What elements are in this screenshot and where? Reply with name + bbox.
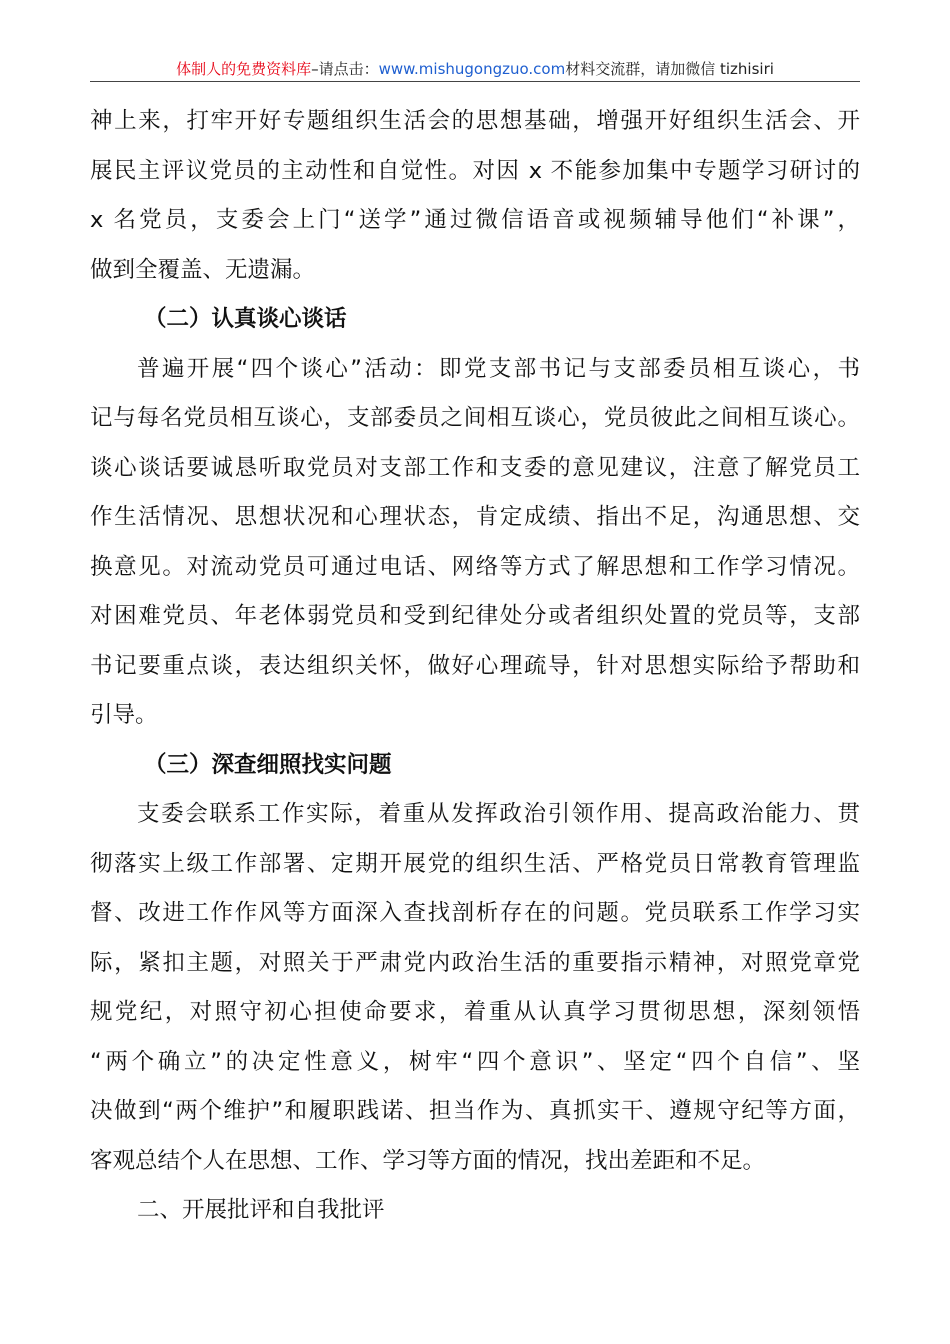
section-heading-3: （三）深查细照找实问题	[144, 751, 392, 778]
text-line: 作生活情况、思想状况和心理状态，肯定成绩、指出不足，沟通思想、交	[90, 504, 860, 530]
text-line: 际，紧扣主题，对照关于严肃党内政治生活的重要指示精神，对照党章党	[90, 949, 860, 976]
header-suffix: 材料交流群，请加微信 tizhisiri	[565, 60, 774, 78]
text-line: 决做到“两个维护”和履职践诺、担当作为、真抓实干、遵规守纪等方面，	[90, 1098, 860, 1124]
text-line: 彻落实上级工作部署、定期开展党的组织生活、严格党员日常教育管理监	[90, 850, 860, 877]
section-heading-two: 二、开展批评和自我批评	[137, 1197, 385, 1223]
text-line: “两个确立”的决定性意义，树牢“四个意识”、坚定“四个自信”、坚	[90, 1048, 860, 1075]
header-url-link[interactable]: www.mishugongzuo.com	[378, 60, 566, 78]
text-line: 做到全覆盖、无遗漏。	[90, 256, 316, 283]
text-line: 换意见。对流动党员可通过电话、网络等方式了解思想和工作学习情况。	[90, 553, 860, 580]
text-line: 记与每名党员相互谈心，支部委员之间相互谈心，党员彼此之间相互谈心。	[90, 405, 860, 431]
text-line: 神上来，打牢开好专题组织生活会的思想基础，增强开好组织生活会、开	[90, 108, 860, 134]
text-line: 规党纪，对照守初心担使命要求，着重从认真学习贯彻思想，深刻领悟	[90, 999, 860, 1025]
header-prompt: –请点击：	[311, 60, 379, 78]
text-line: 支委会联系工作实际，着重从发挥政治引领作用、提高政治能力、贯	[137, 801, 860, 827]
header-divider	[90, 81, 860, 82]
text-line: x 名党员，支委会上门“送学”通过微信语音或视频辅导他们“补课”，	[90, 207, 860, 233]
text-line: 引导。	[90, 702, 158, 728]
text-line: 对困难党员、年老体弱党员和受到纪律处分或者组织处置的党员等，支部	[90, 603, 860, 629]
header-brand: 体制人的免费资料库	[176, 60, 312, 78]
page-header	[90, 56, 860, 82]
section-2-paragraph	[90, 345, 860, 741]
paragraph-1	[90, 97, 860, 295]
text-line: 普遍开展“四个谈心”活动：即党支部书记与支部委员相互谈心，书	[137, 355, 860, 382]
text-line: 客观总结个人在思想、工作、学习等方面的情况，找出差距和不足。	[90, 1147, 766, 1174]
text-line: 展民主评议党员的主动性和自觉性。对因 x 不能参加集中专题学习研讨的	[90, 157, 860, 184]
document-body	[90, 97, 860, 1236]
section-3-paragraph	[90, 790, 860, 1186]
text-line: 书记要重点谈，表达组织关怀，做好心理疏导，针对思想实际给予帮助和	[90, 652, 860, 679]
section-heading-2: （二）认真谈心谈话	[144, 306, 347, 332]
text-line: 督、改进工作作风等方面深入查找剖析存在的问题。党员联系工作学习实	[90, 900, 860, 926]
text-line: 谈心谈话要诚恳听取党员对支部工作和支委的意见建议，注意了解党员工	[90, 454, 860, 481]
